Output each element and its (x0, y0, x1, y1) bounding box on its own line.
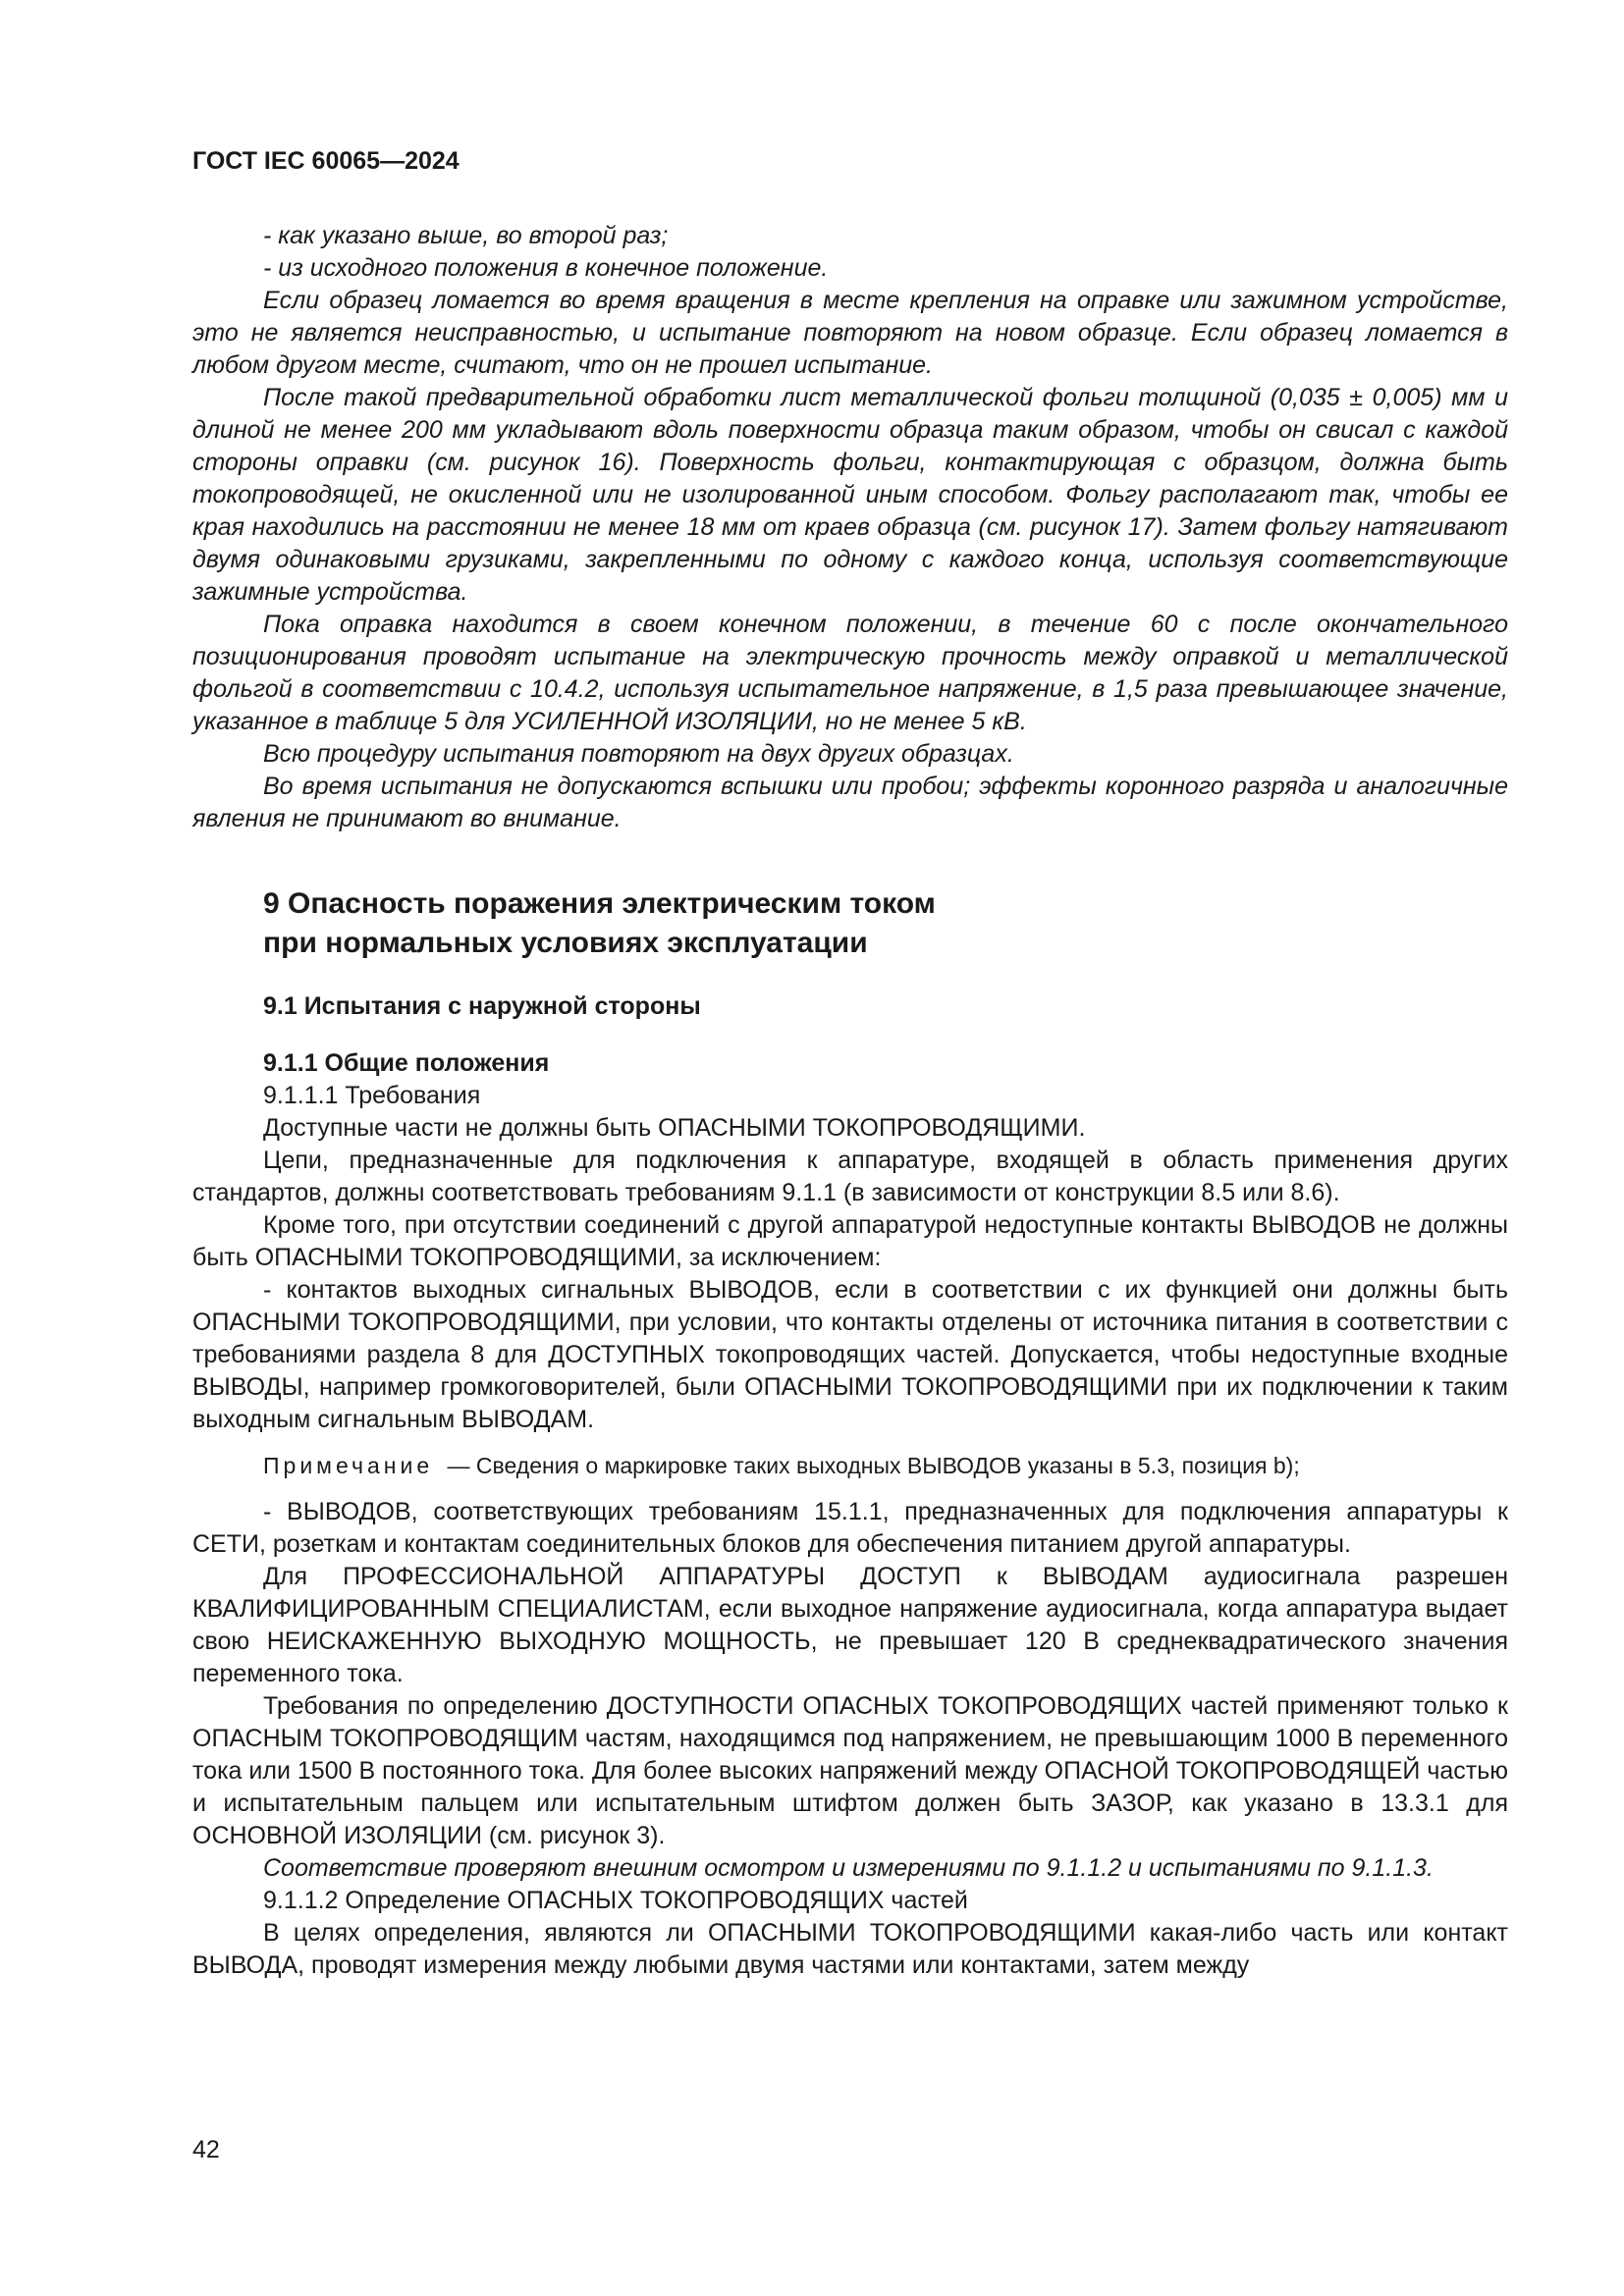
list-item: - из исходного положения в конечное положение. (263, 254, 829, 282)
paragraph: Для ПРОФЕССИОНАЛЬНОЙ АППАРАТУРЫ ДОСТУП к ВЫВОДАМ аудиосигнала разрешен КВАЛИФИЦИРОВАННЫМ СПЕЦИАЛИСТАМ, если выходное напряжение аудиосигнала, когда аппаратура выдает свою НЕИСКАЖЕННУЮ ВЫХОДНУЮ МОЩНОСТЬ, не превышает 120 В среднеквадратического значения переменного тока. (192, 1563, 1508, 1687)
paragraph: Соответствие проверяют внешним осмотром и измерениями по 9.1.1.2 и испытаниями по 9.1.1.3. (263, 1854, 1434, 1882)
list-item: - как указано выше, во второй раз; (263, 222, 669, 249)
clause-heading: 9.1.1.1 Требования (263, 1082, 481, 1109)
section-title-line-2: при нормальных условиях эксплуатации (263, 927, 868, 959)
paragraph: В целях определения, являются ли ОПАСНЫМИ ТОКОПРОВОДЯЩИМИ какая-либо часть или контакт ВЫВОДА, проводят измерения между любыми двумя частями или контактами, затем между (192, 1919, 1508, 1979)
document-body (192, 220, 1508, 1982)
paragraph: Кроме того, при отсутствии соединений с другой аппаратурой недоступные контакты ВЫВОДОВ не должны быть ОПАСНЫМИ ТОКОПРОВОДЯЩИМИ, за исключением: (192, 1211, 1508, 1271)
page-number: 42 (192, 2136, 220, 2163)
paragraph: Пока оправка находится в своем конечном положении, в течение 60 с после окончательного позиционирования проводят испытание на электрическую прочность между оправкой и металлической фольгой в соответствии с 10.4.2, используя испытательное напряжение, в 1,5 раза превышающее значение, указанное в таблице 5 для УСИЛЕННОЙ ИЗОЛЯЦИИ, но не менее 5 кВ. (192, 611, 1508, 735)
paragraph: Во время испытания не допускаются вспышки или пробои; эффекты коронного разряда и аналогичные явления не принимают во внимание. (192, 773, 1508, 832)
section-title (263, 884, 1508, 963)
subsection-title: 9.1.1 Общие положения (263, 1049, 550, 1077)
paragraph: Если образец ломается во время вращения в месте крепления на оправке или зажимном устройстве, это не является неисправностью, и испытание повторяют на новом образце. Если образец ломается в любом другом месте, считают, что он не прошел испытание. (192, 287, 1508, 379)
list-item: - контактов выходных сигнальных ВЫВОДОВ, если в соответствии с их функцией они должны быть ОПАСНЫМИ ТОКОПРОВОДЯЩИМИ, при условии, что контакты отделены от источника питания в соответствии с требованиями раздела 8 для ДОСТУПНЫХ токопроводящих частей. Допускается, чтобы недоступные входные ВЫВОДЫ, например громкоговорителей, были ОПАСНЫМИ ТОКОПРОВОДЯЩИМИ при их подключении к таким выходным сигнальным ВЫВОДАМ. (192, 1276, 1508, 1433)
clause-heading: 9.1.1.2 Определение ОПАСНЫХ ТОКОПРОВОДЯЩИХ частей (263, 1887, 968, 1914)
subsection-title: 9.1 Испытания с наружной стороны (263, 992, 701, 1020)
note-text: — Сведения о маркировке таких выходных ВЫВОДОВ указаны в 5.3, позиция b); (447, 1453, 1300, 1478)
paragraph: После такой предварительной обработки лист металлической фольги толщиной (0,035 ± 0,005) мм и длиной не менее 200 мм укладывают вдоль поверхности образца таким образом, чтобы он свисал с каждой стороны оправки (см. рисунок 16). Поверхность фольги, контактирующая с образцом, должна быть токопроводящей, не окисленной или не изолированной иным способом. Фольгу располагают так, чтобы ее края находились на расстоянии не менее 18 мм от краев образца (см. рисунок 17). Затем фольгу натягивают двумя одинаковыми грузиками, закрепленными по одному с каждого конца, используя соответствующие зажимные устройства. (192, 384, 1508, 606)
paragraph: Доступные части не должны быть ОПАСНЫМИ ТОКОПРОВОДЯЩИМИ. (263, 1114, 1086, 1142)
section-title-line-1: 9 Опасность поражения электрическим током (263, 887, 936, 920)
paragraph: Всю процедуру испытания повторяют на двух других образцах. (263, 740, 1014, 768)
paragraph: Требования по определению ДОСТУПНОСТИ ОПАСНЫХ ТОКОПРОВОДЯЩИХ частей применяют только к ОПАСНЫМ ТОКОПРОВОДЯЩИМ частям, находящимся под напряжением, не превышающим 1000 В переменного тока или 1500 В постоянного тока. Для более высоких напряжений между ОПАСНОЙ ТОКОПРОВОДЯЩЕЙ частью и испытательным пальцем или испытательным штифтом должен быть ЗАЗОР, как указано в 13.3.1 для ОСНОВНОЙ ИЗОЛЯЦИИ (см. рисунок 3). (192, 1692, 1508, 1849)
note-label: Примечание (263, 1453, 434, 1478)
list-item: - ВЫВОДОВ, соответствующих требованиям 15.1.1, предназначенных для подключения аппаратуры к СЕТИ, розеткам и контактам соединительных блоков для обеспечения питанием другой аппаратуры. (192, 1498, 1508, 1558)
standard-header: ГОСТ IEC 60065—2024 (192, 147, 460, 175)
note (263, 1450, 1508, 1482)
paragraph: Цепи, предназначенные для подключения к аппаратуре, входящей в область применения других стандартов, должны соответствовать требованиям 9.1.1 (в зависимости от конструкции 8.5 или 8.6). (192, 1147, 1508, 1206)
